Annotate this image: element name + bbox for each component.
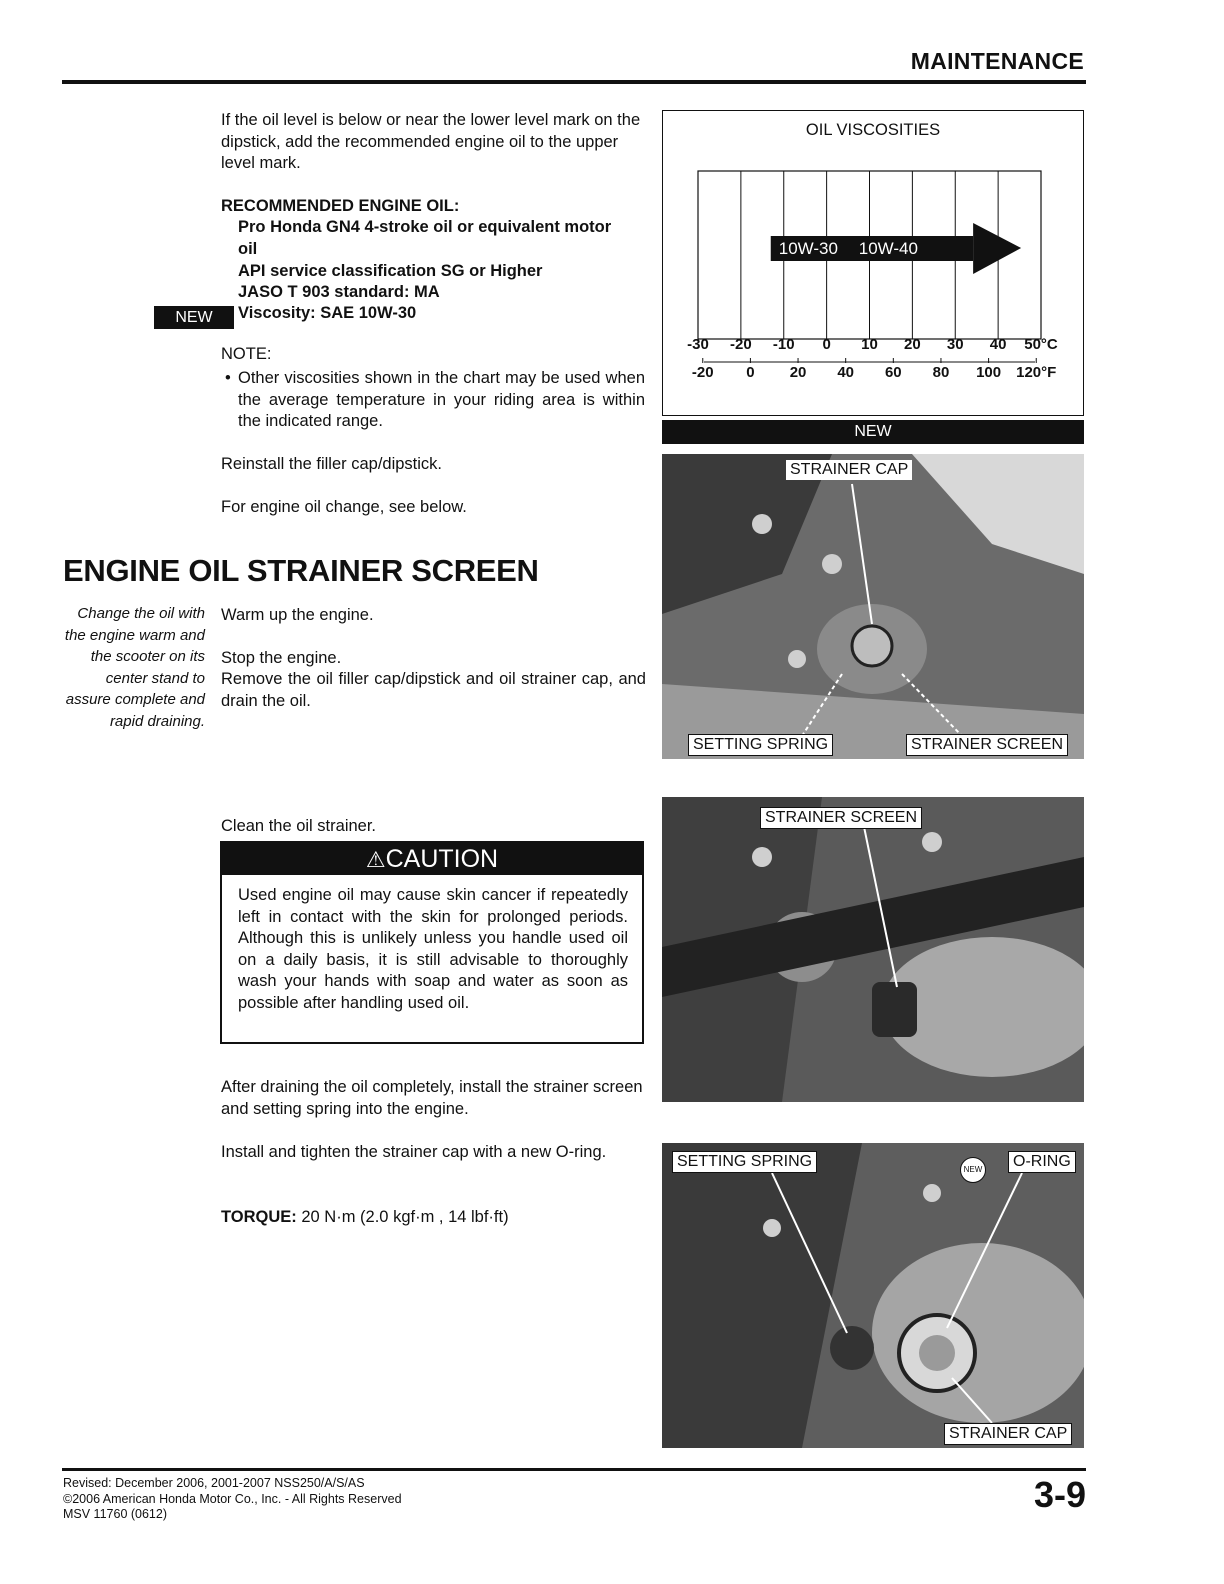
chart-arrow-head	[973, 223, 1021, 274]
label-strainer-cap: STRAINER CAP	[786, 460, 912, 480]
photo-strainer-cap	[662, 454, 1084, 759]
footer-line-2: ©2006 American Honda Motor Co., Inc. - All Rights Reserved	[63, 1491, 402, 1506]
note-bullet: •	[225, 369, 231, 387]
header-rule	[62, 80, 1086, 84]
chart-celsius-tick: 0	[822, 336, 831, 353]
chart-celsius-tick: -30	[687, 336, 709, 353]
step-stop: Stop the engine.	[221, 649, 342, 667]
step-install: After draining the oil completely, install the strainer screen and setting spring into the engine.	[221, 1078, 643, 1118]
label-setting-spring: SETTING SPRING	[688, 734, 833, 756]
note-label: NOTE:	[221, 345, 272, 363]
chart-series-label: 10W-30	[778, 239, 838, 258]
chart-celsius-tick: 50°C	[1024, 336, 1058, 353]
reinstall-text: Reinstall the filler cap/dipstick.	[221, 455, 443, 473]
chart-fahrenheit-tick: 80	[932, 364, 950, 381]
note-text: Other viscosities shown in the chart may be used when the average temperature in your riding area is within the indicated range.	[238, 369, 645, 430]
chart-celsius-tick: 40	[989, 336, 1007, 353]
label-strainer-screen: STRAINER SCREEN	[906, 734, 1068, 756]
warning-triangle-icon: ⚠	[365, 847, 386, 872]
oil-spec-4: Viscosity: SAE 10W-30	[238, 304, 417, 322]
chart-fahrenheit-tick: 0	[746, 364, 755, 381]
label-strainer-cap-2: STRAINER CAP	[944, 1423, 1072, 1445]
oil-spec-1: Pro Honda GN4 4-stroke oil or equivalent motor oil	[238, 218, 612, 258]
step-clean: Clean the oil strainer.	[221, 817, 377, 835]
caution-title: CAUTION	[385, 845, 499, 873]
photo-strainer-cap-install	[662, 1143, 1084, 1448]
new-badge-icon: NEW	[960, 1157, 986, 1183]
chart-fahrenheit-tick: 60	[884, 364, 902, 381]
chart-title: OIL VISCOSITIES	[805, 121, 941, 139]
oil-spec-3: JASO T 903 standard: MA	[238, 283, 440, 301]
chart-celsius-tick: 10	[861, 336, 878, 353]
step-tighten: Install and tighten the strainer cap with a new O-ring.	[221, 1143, 607, 1161]
chart-celsius-tick: -20	[730, 336, 752, 353]
photo-strainer-screen	[662, 797, 1084, 1102]
chart-series-label: 10W-40	[858, 239, 918, 258]
caution-box	[220, 841, 644, 1044]
label-strainer-screen-2: STRAINER SCREEN	[760, 807, 922, 829]
torque-value: 20 N·m (2.0 kgf·m , 14 lbf·ft)	[301, 1208, 509, 1226]
caution-text: Used engine oil may cause skin cancer if repeatedly left in contact with the skin for prolonged periods. Although this is unlikely unless you handle used oil on a daily basis, it is still advisable to thoroughly wash your hands with soap and water as soon as possible after handling used oil.	[238, 886, 628, 1012]
oil-spec-2: API service classification SG or Higher	[238, 262, 543, 280]
caution-header	[222, 843, 642, 875]
section-title: ENGINE OIL STRAINER SCREEN	[63, 553, 539, 588]
see-below-text: For engine oil change, see below.	[221, 498, 467, 516]
chart-fahrenheit-tick: 40	[837, 364, 855, 381]
chart-fahrenheit-tick: 120°F	[1016, 364, 1057, 381]
footer-line-3: MSV 11760 (0612)	[63, 1507, 167, 1521]
chart-new-tag: NEW	[662, 420, 1084, 444]
step-warm: Warm up the engine.	[221, 606, 374, 624]
oil-viscosity-chart	[662, 110, 1084, 416]
chart-celsius-tick: 20	[904, 336, 921, 353]
intro-text: If the oil level is below or near the lower level mark on the dipstick, add the recommended engine oil to the upper level mark.	[221, 111, 641, 172]
label-o-ring: O-RING	[1008, 1151, 1076, 1173]
chart-fahrenheit-tick: -20	[691, 364, 714, 381]
footer-line-1: Revised: December 2006, 2001-2007 NSS250/A/S/AS	[63, 1476, 365, 1490]
torque-label: TORQUE:	[221, 1208, 297, 1226]
side-note: Change the oil with the engine warm and the scooter on its center stand to assure complete and rapid draining.	[64, 605, 205, 730]
chart-celsius-tick: -10	[772, 336, 795, 353]
step-remove: Remove the oil filler cap/dipstick and oil strainer cap, and drain the oil.	[221, 670, 646, 710]
page-number: 3-9	[1033, 1474, 1086, 1515]
chart-fahrenheit-tick: 20	[789, 364, 807, 381]
chart-svg	[663, 111, 1083, 415]
new-tag: NEW	[154, 306, 234, 329]
footer-info	[63, 1476, 402, 1523]
label-setting-spring-2: SETTING SPRING	[672, 1151, 817, 1173]
footer-rule	[62, 1468, 1086, 1471]
page-header-title: MAINTENANCE	[910, 48, 1084, 74]
chart-fahrenheit-tick: 100	[976, 364, 1002, 381]
recommended-heading: RECOMMENDED ENGINE OIL:	[221, 197, 460, 215]
chart-celsius-tick: 30	[946, 336, 964, 353]
